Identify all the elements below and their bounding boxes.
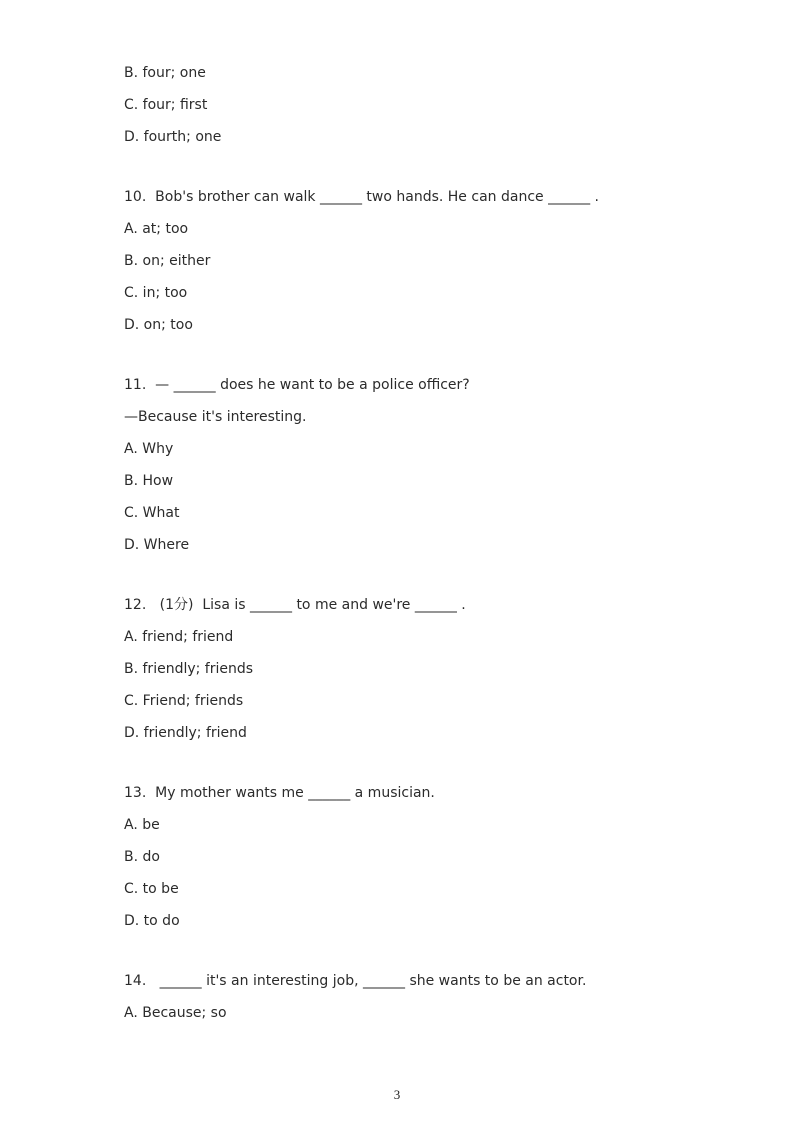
q12-stem: 12. (1分) Lisa is ______ to me and we're ______ . [124,597,466,613]
q13-option-d: D. to do [124,913,180,929]
q10-option-b: B. on; either [124,253,211,269]
q11-option-c: C. What [124,505,180,521]
q12-option-a: A. friend; friend [124,629,234,645]
q14-option-a: A. Because; so [124,1005,227,1021]
q11-stem: 11. — ______ does he want to be a police officer? [124,377,470,393]
q9-option-c: C. four; first [124,97,208,113]
q13-option-a: A. be [124,817,160,833]
q9-option-d: D. fourth; one [124,129,222,145]
q11-reply: —Because it's interesting. [124,409,307,425]
q9-option-b: B. four; one [124,65,206,81]
q12-option-b: B. friendly; friends [124,661,254,677]
q11-option-d: D. Where [124,537,190,553]
q13-stem: 13. My mother wants me ______ a musician. [124,785,435,801]
q10-option-d: D. on; too [124,317,193,333]
page-number: 3 [393,1087,401,1102]
q12-option-d: D. friendly; friend [124,725,247,741]
q12-option-c: C. Friend; friends [124,693,244,709]
q11-option-a: A. Why [124,441,174,457]
q14-stem: 14. ______ it's an interesting job, ______ she wants to be an actor. [124,973,587,989]
q11-option-b: B. How [124,473,174,489]
q10-stem: 10. Bob's brother can walk ______ two hands. He can dance ______ . [124,189,599,205]
q10-option-c: C. in; too [124,285,188,301]
q13-option-b: B. do [124,849,160,865]
q13-option-c: C. to be [124,881,179,897]
q10-option-a: A. at; too [124,221,189,237]
